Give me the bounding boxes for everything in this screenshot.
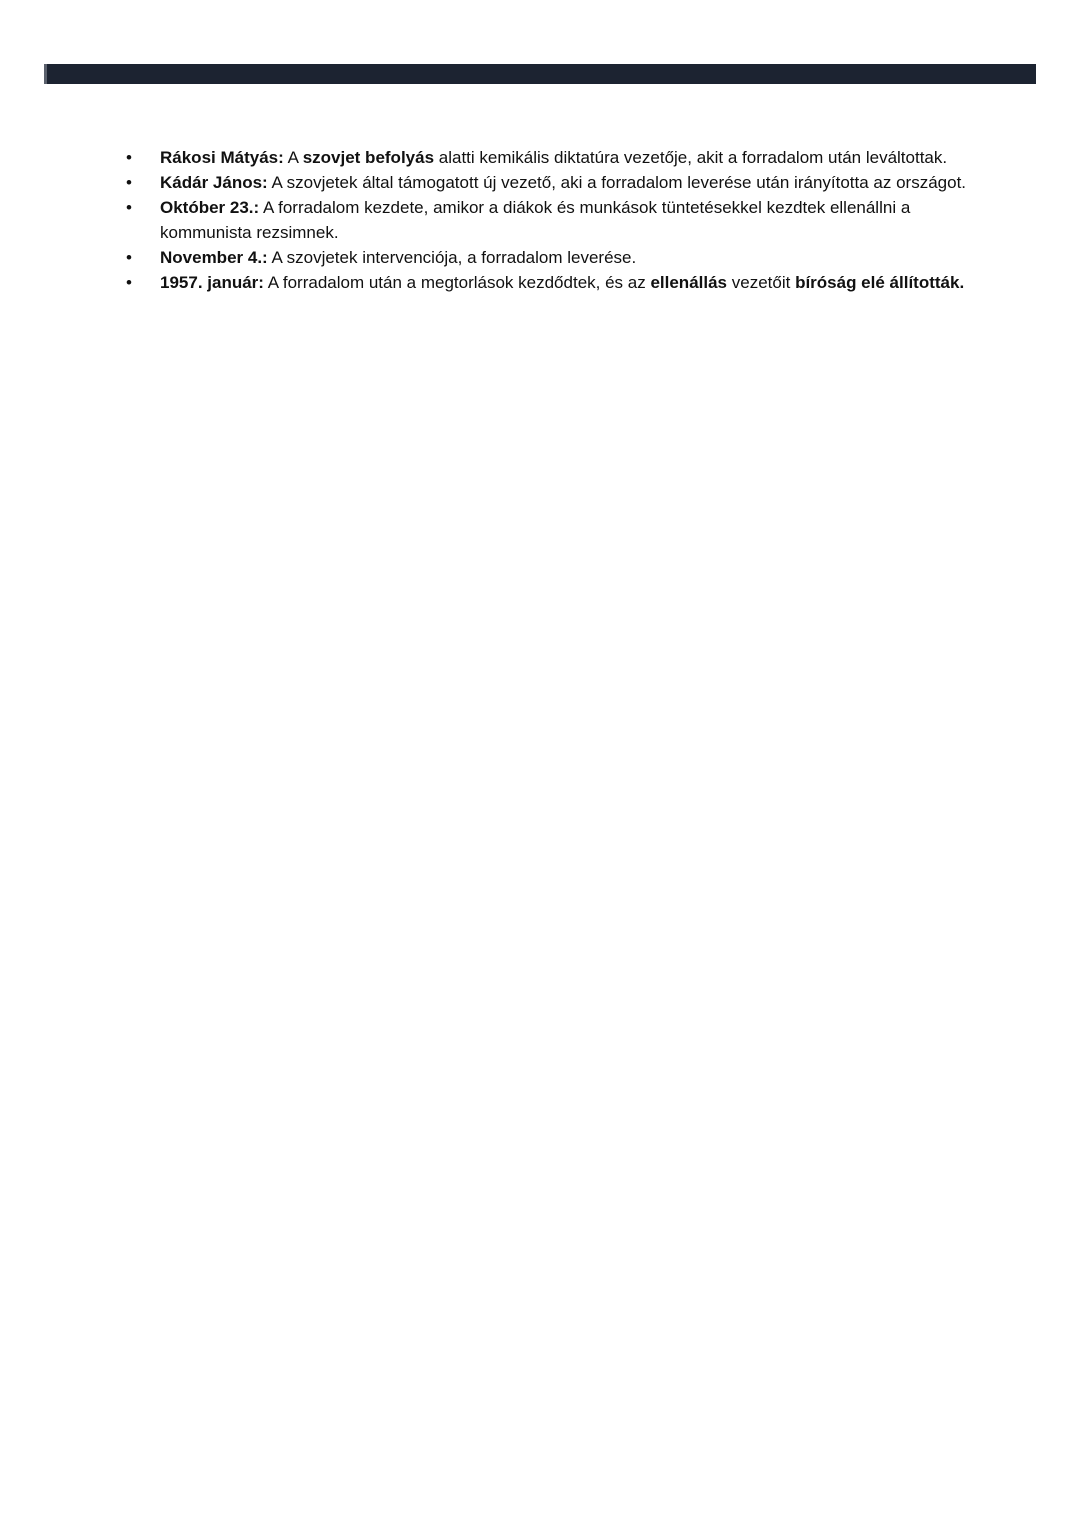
bullet-icon: • <box>126 148 132 167</box>
term-label: Október 23.: <box>160 198 260 217</box>
item-text: A forradalom után a megtorlások kezdődtek, és az <box>263 273 651 292</box>
item-text: A forradalom kezdete, amikor a diákok és munkások tüntetésekkel kezdtek ellenállni a kommunista rezsimnek. <box>160 198 911 242</box>
bullet-list <box>124 145 994 295</box>
list-item <box>124 195 994 245</box>
list-item <box>124 270 994 295</box>
header-bar-edge <box>44 64 47 84</box>
bullet-icon: • <box>126 198 132 217</box>
item-text: A <box>283 148 303 167</box>
item-text: alatti kemikális diktatúra vezetője, akit a forradalom után leváltottak. <box>434 148 948 167</box>
list-item <box>124 245 994 270</box>
list-item <box>124 145 994 170</box>
emphasis-text: bíróság elé állították. <box>795 273 965 292</box>
bullet-icon: • <box>126 173 132 192</box>
item-text: A szovjetek által támogatott új vezető, aki a forradalom leverése után irányította az országot. <box>267 173 967 192</box>
header-bar <box>44 64 1036 84</box>
item-text: A szovjetek intervenciója, a forradalom leverése. <box>267 248 637 267</box>
bullet-icon: • <box>126 273 132 292</box>
item-text: vezetőit <box>727 273 796 292</box>
list-item <box>124 170 994 195</box>
term-label: Rákosi Mátyás: <box>160 148 284 167</box>
emphasis-text: ellenállás <box>650 273 728 292</box>
bullet-icon: • <box>126 248 132 267</box>
term-label: November 4.: <box>160 248 268 267</box>
term-label: 1957. január: <box>160 273 264 292</box>
term-label: Kádár János: <box>160 173 268 192</box>
emphasis-text: szovjet befolyás <box>302 148 435 167</box>
